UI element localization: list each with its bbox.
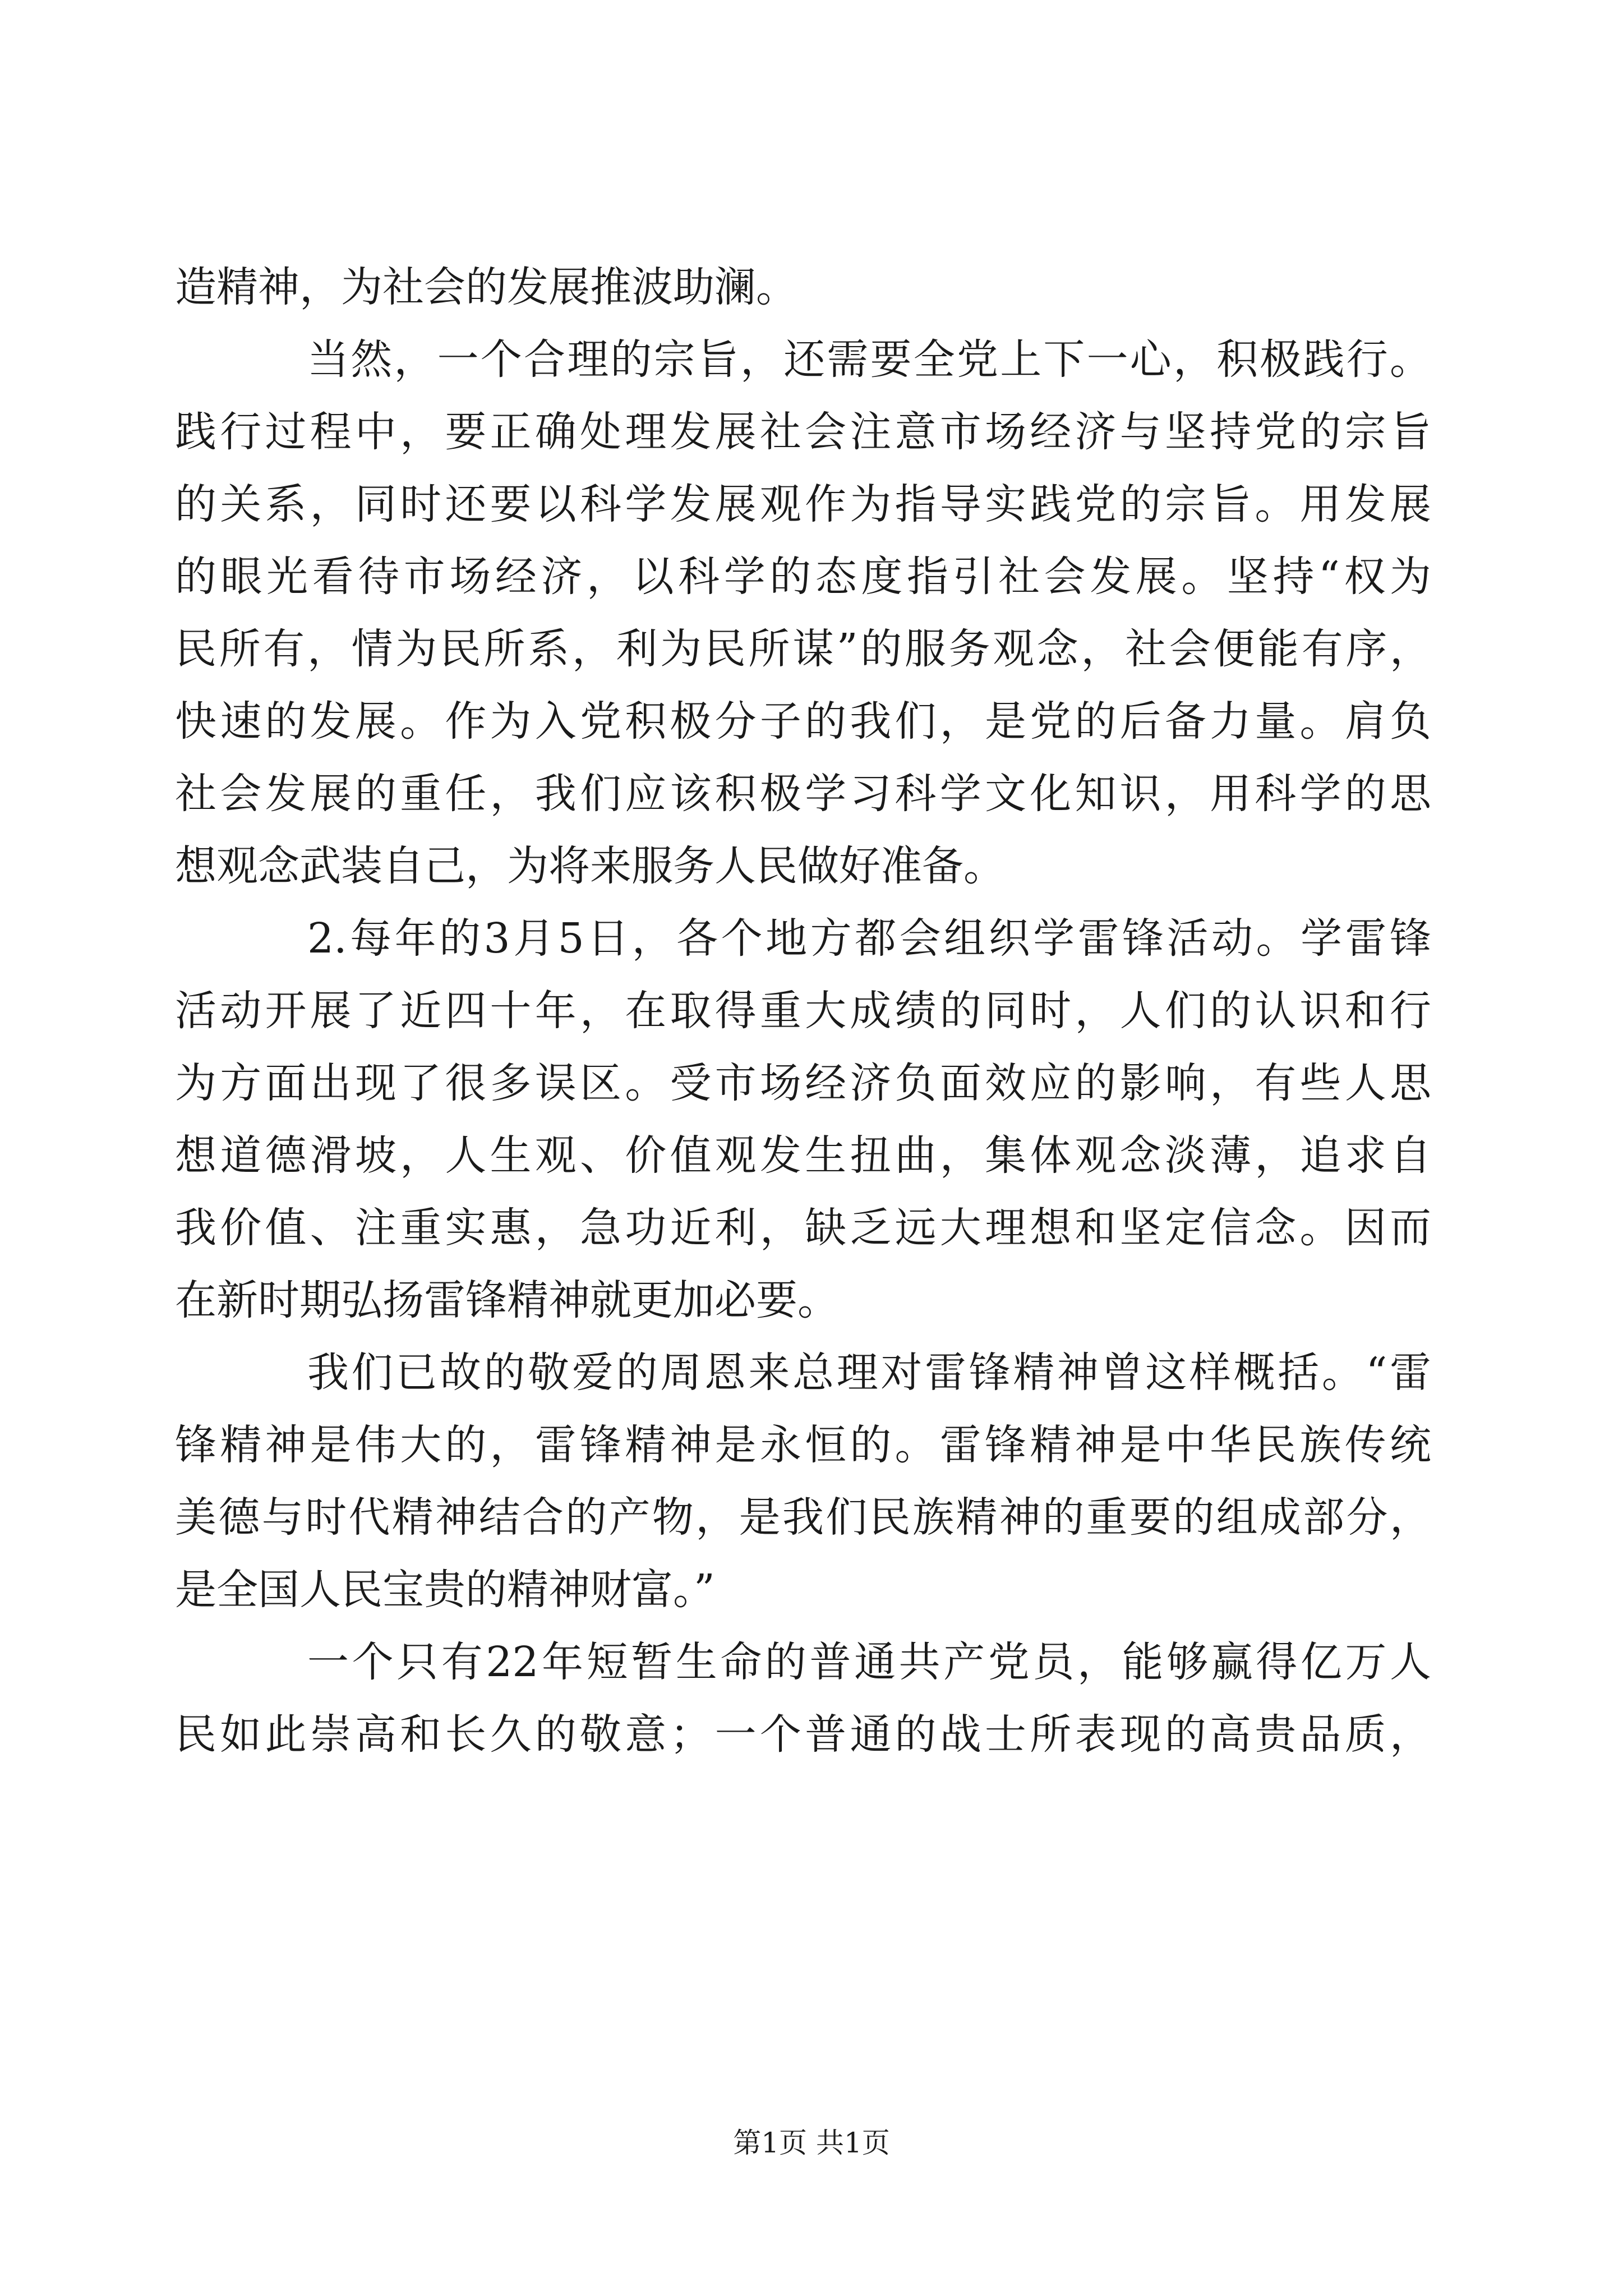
text-line: 的眼光看待市场经济，以科学的态度指引社会发展。坚持“权为 <box>175 553 1431 601</box>
text-line: 快速的发展。作为入党积极分子的我们，是党的后备力量。肩负 <box>175 697 1431 746</box>
text-line: 为方面出现了很多误区。受市场经济负面效应的影响，有些人思 <box>175 1059 1431 1107</box>
document-body <box>175 251 1431 1771</box>
page-number-footer: 第1页 共1页 <box>733 2127 890 2159</box>
text-line: 锋精神是伟大的，雷锋精神是永恒的。雷锋精神是中华民族传统 <box>175 1421 1431 1469</box>
text-line: 在新时期弘扬雷锋精神就更加必要。 <box>175 1276 839 1324</box>
text-line: 民如此崇高和长久的敬意；一个普通的战士所表现的高贵品质， <box>175 1710 1431 1759</box>
text-line: 践行过程中，要正确处理发展社会注意市场经济与坚持党的宗旨 <box>175 408 1431 456</box>
text-line: 想观念武装自己，为将来服务人民做好准备。 <box>175 842 1005 890</box>
paragraph-first-line: 我们已故的敬爱的周恩来总理对雷锋精神曾这样概括。“雷 <box>307 1349 1431 1397</box>
paragraph-first-line: 当然，一个合理的宗旨，还需要全党上下一心，积极践行。 <box>307 335 1431 384</box>
text-line: 社会发展的重任，我们应该积极学习科学文化知识，用科学的思 <box>175 770 1431 818</box>
paragraph-first-line: 一个只有22年短暂生命的普通共产党员，能够赢得亿万人 <box>307 1638 1431 1686</box>
text-line: 活动开展了近四十年，在取得重大成绩的同时，人们的认识和行 <box>175 987 1431 1035</box>
text-line: 美德与时代精神结合的产物，是我们民族精神的重要的组成部分， <box>175 1493 1431 1542</box>
text-line: 的关系，同时还要以科学发展观作为指导实践党的宗旨。用发展 <box>175 480 1431 528</box>
text-line: 造精神，为社会的发展推波助澜。 <box>175 263 797 311</box>
text-line: 民所有，情为民所系，利为民所谋”的服务观念，社会便能有序， <box>175 625 1431 673</box>
text-line: 我价值、注重实惠，急功近利，缺乏远大理想和坚定信念。因而 <box>175 1204 1431 1252</box>
text-line: 想道德滑坡，人生观、价值观发生扭曲，集体观念淡薄，追求自 <box>175 1131 1431 1180</box>
text-line: 是全国人民宝贵的精神财富。” <box>175 1566 715 1614</box>
paragraph-first-line: 2.每年的3月5日，各个地方都会组织学雷锋活动。学雷锋 <box>307 914 1431 963</box>
